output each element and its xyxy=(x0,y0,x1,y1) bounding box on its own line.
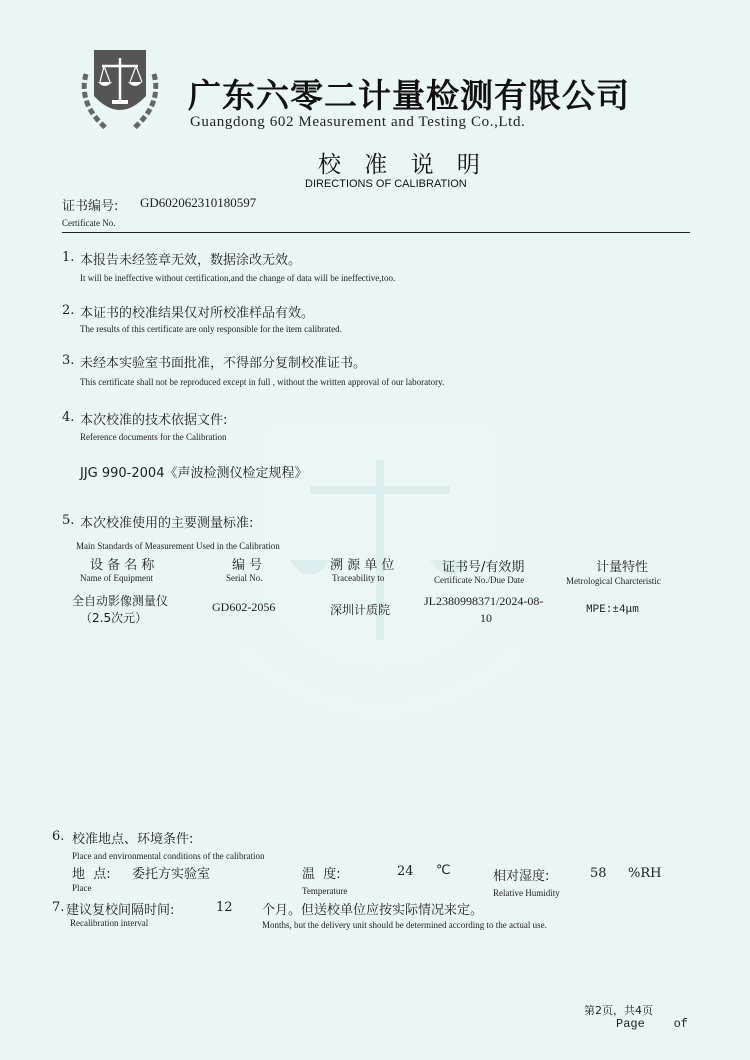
document-title-en: DIRECTIONS OF CALIBRATION xyxy=(305,178,467,190)
certificate-label: 证书编号: xyxy=(62,199,119,214)
equipment-certificate: JL2380998371/2024-08- xyxy=(424,594,544,608)
item-4-text-en: Reference documents for the Calibration xyxy=(80,432,227,442)
place-value: 委托方实验室 xyxy=(132,867,211,882)
item-7-tail-cn: 个月。但送校单位应按实际情况来定。 xyxy=(262,903,484,918)
item-1-text-cn: 本报告未经签章无效，数据涂改无效。 xyxy=(80,253,302,268)
place-label-en: Place xyxy=(72,883,92,893)
equipment-characteristic: MPE:±4μm xyxy=(586,604,639,616)
temperature-label-en: Temperature xyxy=(302,886,348,896)
page-indicator-cn: 第2页，共4页 xyxy=(584,1004,653,1017)
item-7-text-cn: 建议复校间隔时间: xyxy=(66,903,175,918)
col-header-equipment-cn: 设 备 名 称 xyxy=(90,558,155,573)
col-header-equipment-en: Name of Equipment xyxy=(80,573,153,583)
item-2-number: 2. xyxy=(62,303,75,318)
certificate-number: GD602062310180597 xyxy=(140,195,257,210)
item-4-number: 4. xyxy=(62,410,75,425)
temperature-label: 温 度: xyxy=(302,867,341,882)
header-divider xyxy=(62,232,690,233)
item-6-text-cn: 校准地点、环境条件: xyxy=(72,832,194,847)
item-1-number: 1. xyxy=(62,250,75,265)
temperature-value: 24 xyxy=(397,864,414,879)
document-title-cn: 校 准 说 明 xyxy=(318,152,488,178)
col-header-characteristic-en: Metrological Charcteristic xyxy=(566,576,661,586)
col-header-certificate-en: Certificate No./Due Date xyxy=(434,575,525,585)
company-logo-icon xyxy=(76,44,164,136)
item-5-text-cn: 本次校准使用的主要测量标准: xyxy=(80,516,254,531)
company-name-cn: 广东六零二计量检测有限公司 xyxy=(188,76,630,115)
temperature-unit: ℃ xyxy=(436,863,451,878)
item-6-text-en: Place and environmental conditions of the calibration xyxy=(72,851,265,861)
item-4-text-cn: 本次校准的技术依据文件: xyxy=(80,413,228,428)
item-3-text-en: This certificate shall not be reproduced except in full , without the written approval of our laboratory. xyxy=(80,377,445,387)
equipment-serial: GD602-2056 xyxy=(212,600,276,614)
col-header-characteristic-cn: 计量特性 xyxy=(596,560,649,575)
item-7-tail-en: Months, but the delivery unit should be determined according to the actual use. xyxy=(262,920,547,930)
place-label: 地 点: xyxy=(72,867,111,882)
col-header-serial-en: Serial No. xyxy=(226,573,263,583)
item-3-text-cn: 未经本实验室书面批准，不得部分复制校准证书。 xyxy=(80,356,367,371)
humidity-label-en: Relative Humidity xyxy=(493,888,560,898)
item-6-number: 6. xyxy=(52,829,65,844)
page-indicator-en: Page of xyxy=(616,1017,689,1031)
col-header-traceability-en: Traceability to xyxy=(332,573,385,583)
humidity-label: 相对湿度: xyxy=(493,869,550,884)
item-5-number: 5. xyxy=(62,513,75,528)
item-2-text-en: The results of this certificate are only responsible for the item calibrated. xyxy=(80,324,342,334)
item-1-text-en: It will be ineffective without certification,and the change of data will be ineffective,too. xyxy=(80,273,396,283)
equipment-traceability: 深圳计质院 xyxy=(330,603,391,617)
col-header-certificate-cn: 证书号/有效期 xyxy=(442,560,525,575)
item-5-text-en: Main Standards of Measurement Used in the Calibration xyxy=(76,541,280,551)
reference-document: JJG 990-2004《声波检测仪检定规程》 xyxy=(80,466,308,481)
humidity-value: 58 xyxy=(590,866,607,881)
item-2-text-cn: 本证书的校准结果仅对所校准样品有效。 xyxy=(80,306,315,321)
col-header-traceability-cn: 溯 源 单 位 xyxy=(330,558,395,573)
company-name-en: Guangdong 602 Measurement and Testing Co.,Ltd. xyxy=(190,114,526,130)
humidity-unit: %RH xyxy=(628,866,662,881)
equipment-name: 全自动影像测量仪 xyxy=(72,594,169,608)
item-7-number: 7. xyxy=(52,900,65,915)
item-3-number: 3. xyxy=(62,353,75,368)
col-header-serial-cn: 编 号 xyxy=(232,558,263,573)
certificate-label-en: Certificate No. xyxy=(62,218,116,228)
item-7-label-en: Recalibration interval xyxy=(70,918,149,928)
equipment-name-line2: （2.5次元） xyxy=(80,611,148,625)
equipment-certificate-line2: 10 xyxy=(480,611,492,625)
recalibration-interval-value: 12 xyxy=(216,900,233,915)
